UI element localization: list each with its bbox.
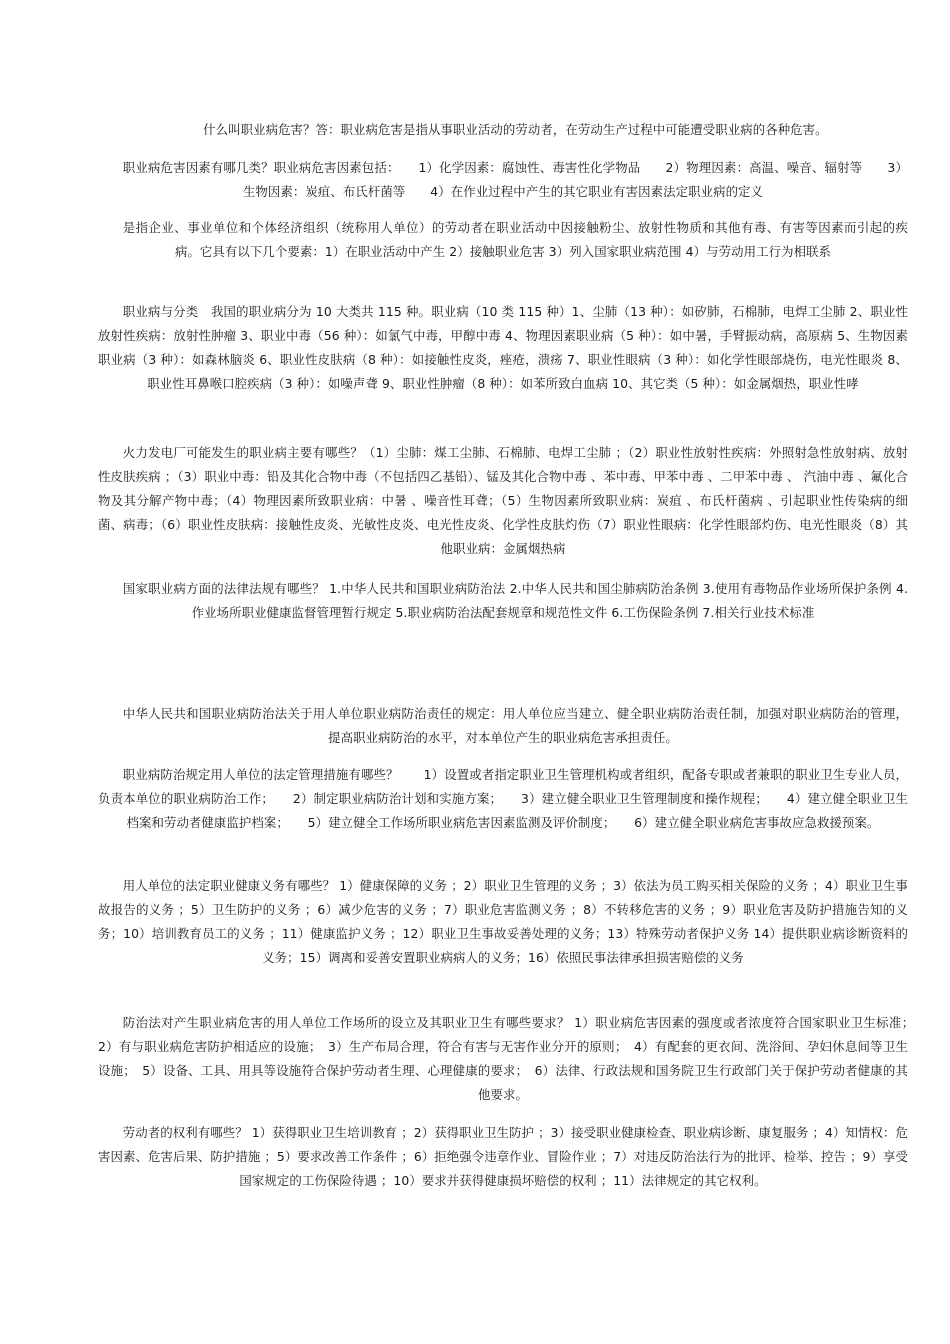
paragraph-power-plant-diseases: 火力发电厂可能发生的职业病主要有哪些？（1）尘肺：煤工尘肺、石棉肺、电焊工尘肺 ；（2）职业性放射性疾病：外照射急性放射病、放射性皮肤疾病 ；（3）职业中毒：铅及其化合物中毒（不包括四乙基铅）、锰及其化合物中毒 、苯中毒、甲苯中毒 、二甲苯中毒 、 汽油中毒 、氟化合物及其分解产物中毒；（4）物理因素所致职业病：中暑 、噪音性耳聋；（5）生物因素所致职业病：炭疽 、布氏杆菌病 、引起职业性传染病的细菌、病毒；（6）职业性皮肤病：接触性皮炎、光敏性皮炎、电光性皮炎、化学性皮肤灼伤（7）职业性眼病：化学性眼部灼伤、电光性眼炎（8）其他职业病：金属烟热病 [98, 445, 908, 556]
paragraph-employer-responsibility: 中华人民共和国职业病防治法关于用人单位职业病防治责任的规定：用人单位应当建立、健全职业病防治责任制，加强对职业病防治的管理，提高职业病防治的水平，对本单位产生的职业病危害承担责任。 [122, 706, 908, 745]
paragraph-management-measures: 职业病防治规定用人单位的法定管理措施有哪些？ 1）设置或者指定职业卫生管理机构或者组织，配备专职或者兼职的职业卫生专业人员，负责本单位的职业病防治工作； 2）制定职业病防治计划和实施方案； 3）建立健全职业卫生管理制度和操作规程； 4）建立健全职业卫生档案和劳动者健康监护档案； 5）建立健全工作场所职业病危害因素监测及评价制度； 6）建立健全职业病危害事故应急救援预案。 [98, 767, 908, 830]
paragraph-laws-and-regulations: 国家职业病方面的法律法规有哪些？ 1.中华人民共和国职业病防治法 2.中华人民共和国尘肺病防治条例 3.使用有毒物品作业场所保护条例 4.作业场所职业健康监督管理暂行规定 5.职业病防治法配套规章和规范性文件 6.工伤保险条例 7.相关行业技术标准 [122, 581, 908, 620]
paragraph-hazard-factor-categories: 职业病危害因素有哪几类？职业病危害因素包括： 1）化学因素：腐蚀性、毒害性化学物品 2）物理因素：高温、噪音、辐射等 3）生物因素：炭疽、布氏杆菌等 4）在作业过程中产生的其它职业有害因素法定职业病的定义 [122, 160, 908, 199]
paragraph-disease-classification: 职业病与分类 我国的职业病分为 10 大类共 115 种。职业病（10 类 115 种）1、尘肺（13 种）：如矽肺，石棉肺，电焊工尘肺 2、职业性放射性疾病：放射性肿瘤 3、职业中毒（56 种）：如氯气中毒，甲醇中毒 4、物理因素职业病（5 种）：如中暑，手臂振动病，高原病 5、生物因素职业病（3 种）：如森林脑炎 6、职业性皮肤病（8 种）：如接触性皮炎，痤疮，溃疡 7、职业性眼病（3 种）：如化学性眼部烧伤，电光性眼炎 8、职业性耳鼻喉口腔疾病（3 种）：如噪声聋 9、职业性肿瘤（8 种）：如苯所致白血病 10、其它类（5 种）：如金属烟热，职业性哮 [98, 304, 908, 391]
paragraph-worker-rights: 劳动者的权利有哪些？ 1）获得职业卫生培训教育 ；2）获得职业卫生防护 ；3）接受职业健康检查、职业病诊断、康复服务 ；4）知情权：危害因素、危害后果、防护措施 ；5）要求改善工作条件 ；6）拒绝强令违章作业、冒险作业 ；7）对违反防治法行为的批评、检举、控告 ；9）享受国家规定的工伤保险待遇 ；10）要求并获得健康损坏赔偿的权利 ；11）法律规定的其它权利。 [98, 1125, 909, 1188]
paragraph-occupational-disease-definition: 是指企业、事业单位和个体经济组织（统称用人单位）的劳动者在职业活动中因接触粉尘、放射性物质和其他有毒、有害等因素而引起的疾病。它具有以下几个要素：1）在职业活动中产生 2）接触职业危害 3）列入国家职业病范围 4）与劳动用工行为相联系 [122, 220, 908, 259]
paragraph-occupational-hazard-definition: 什么叫职业病危害？答：职业病危害是指从事职业活动的劳动者，在劳动生产过程中可能遭受职业病的各种危害。 [203, 122, 828, 137]
paragraph-employer-obligations: 用人单位的法定职业健康义务有哪些？ 1）健康保障的义务 ；2）职业卫生管理的义务 ；3）依法为员工购买相关保险的义务 ；4）职业卫生事故报告的义务 ；5）卫生防护的义务 ；6）减少危害的义务 ；7）职业危害监测义务 ；8）不转移危害的义务 ；9）职业危害及防护措施告知的义务；10）培训教育员工的义务 ；11）健康监护义务 ；12）职业卫生事故妥善处理的义务；13）特殊劳动者保护义务 14）提供职业病诊断资料的义务；15）调离和妥善安置职业病病人的义务；16）依照民事法律承担损害赔偿的义务 [98, 878, 908, 965]
paragraph-workplace-requirements: 防治法对产生职业病危害的用人单位工作场所的设立及其职业卫生有哪些要求？ 1）职业病危害因素的强度或者浓度符合国家职业卫生标准； 2）有与职业病危害防护相适应的设施； 3）生产布局合理，符合有害与无害作业分开的原则； 4）有配套的更衣间、洗浴间、孕妇休息间等卫生设施； 5）设备、工具、用具等设施符合保护劳动者生理、心理健康的要求； 6）法律、行政法规和国务院卫生行政部门关于保护劳动者健康的其他要求。 [98, 1015, 921, 1102]
